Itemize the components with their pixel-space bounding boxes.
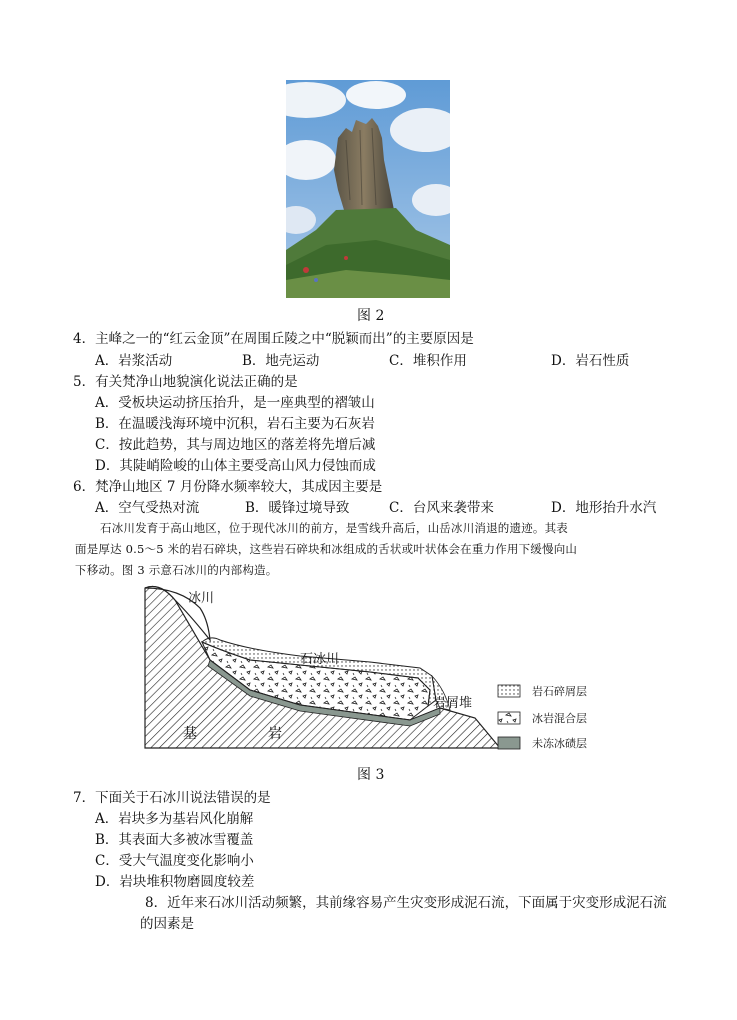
- q5-option-d: D．其陡峭险峻的山体主要受高山风力侵蚀而成: [95, 458, 376, 474]
- legend-swatch-till: [498, 737, 520, 749]
- q7-option-d: D．岩块堆积物磨圆度较差: [95, 874, 255, 890]
- passage-line-1: 石冰川发育于高山地区，位于现代冰川的前方，是雪线升高后，山岳冰川消退的遗迹。其表: [100, 521, 568, 535]
- legend-debris: 岩石碎屑层: [532, 685, 587, 698]
- q5-option-a: A．受板块运动挤压抬升，是一座典型的褶皱山: [95, 395, 375, 411]
- legend-till: 未冻冰碛层: [532, 737, 587, 750]
- label-bedrock-2: 岩: [268, 726, 282, 742]
- label-rock-glacier: 石冰川: [300, 652, 340, 667]
- legend-mixed: 冰岩混合层: [532, 712, 587, 725]
- q6-option-b: B．暖锋过境导致: [245, 500, 350, 516]
- figure-3-caption: 图 3: [357, 767, 385, 783]
- q5-option-c: C．按此趋势，其与周边地区的落差将先增后减: [95, 437, 376, 453]
- mountain-photo: [286, 80, 450, 298]
- question-4-stem: 4．主峰之一的“红云金顶”在周围丘陵之中“脱颖而出”的主要原因是: [73, 331, 474, 347]
- q4-option-c: C．堆积作用: [389, 353, 467, 369]
- rock-glacier-diagram: [140, 580, 600, 755]
- q7-option-a: A．岩块多为基岩风化崩解: [95, 811, 254, 827]
- label-bedrock-1: 基: [183, 726, 197, 742]
- question-6-stem: 6．梵净山地区 7 月份降水频率较大，其成因主要是: [73, 479, 383, 495]
- q4-option-b: B．地壳运动: [242, 353, 320, 369]
- question-5-stem: 5．有关梵净山地貌演化说法正确的是: [73, 374, 298, 390]
- question-8-line-1: 8．近年来石冰川活动频繁，其前缘容易产生灾变形成泥石流，下面属于灾变形成泥石流: [145, 895, 667, 911]
- q5-option-b: B．在温暖浅海环境中沉积，岩石主要为石灰岩: [95, 416, 375, 432]
- label-talus: 岩屑堆: [433, 696, 473, 711]
- question-7-stem: 7．下面关于石冰川说法错误的是: [73, 790, 271, 806]
- q6-option-d: D．地形抬升水汽: [551, 500, 657, 516]
- passage-line-3: 下移动。图 3 示意石冰川的内部构造。: [75, 563, 278, 577]
- q6-option-c: C．台风来袭带来: [389, 500, 494, 516]
- q7-option-c: C．受大气温度变化影响小: [95, 853, 254, 869]
- q4-option-a: A．岩浆活动: [95, 353, 173, 369]
- question-8-line-2: 的因素是: [140, 916, 194, 932]
- legend-swatch-debris: [498, 685, 520, 697]
- label-glacier: 冰川: [188, 591, 215, 606]
- passage-line-2: 面是厚达 0.5～5 米的岩石碎块，这些岩石碎块和冰组成的舌状或叶状体会在重力作用下缓慢向山: [75, 542, 578, 556]
- q4-option-d: D．岩石性质: [551, 353, 630, 369]
- legend-swatch-mixed: [498, 712, 520, 724]
- q6-option-a: A．空气受热对流: [95, 500, 200, 516]
- figure-2-caption: 图 2: [357, 308, 385, 324]
- q7-option-b: B．其表面大多被冰雪覆盖: [95, 832, 254, 848]
